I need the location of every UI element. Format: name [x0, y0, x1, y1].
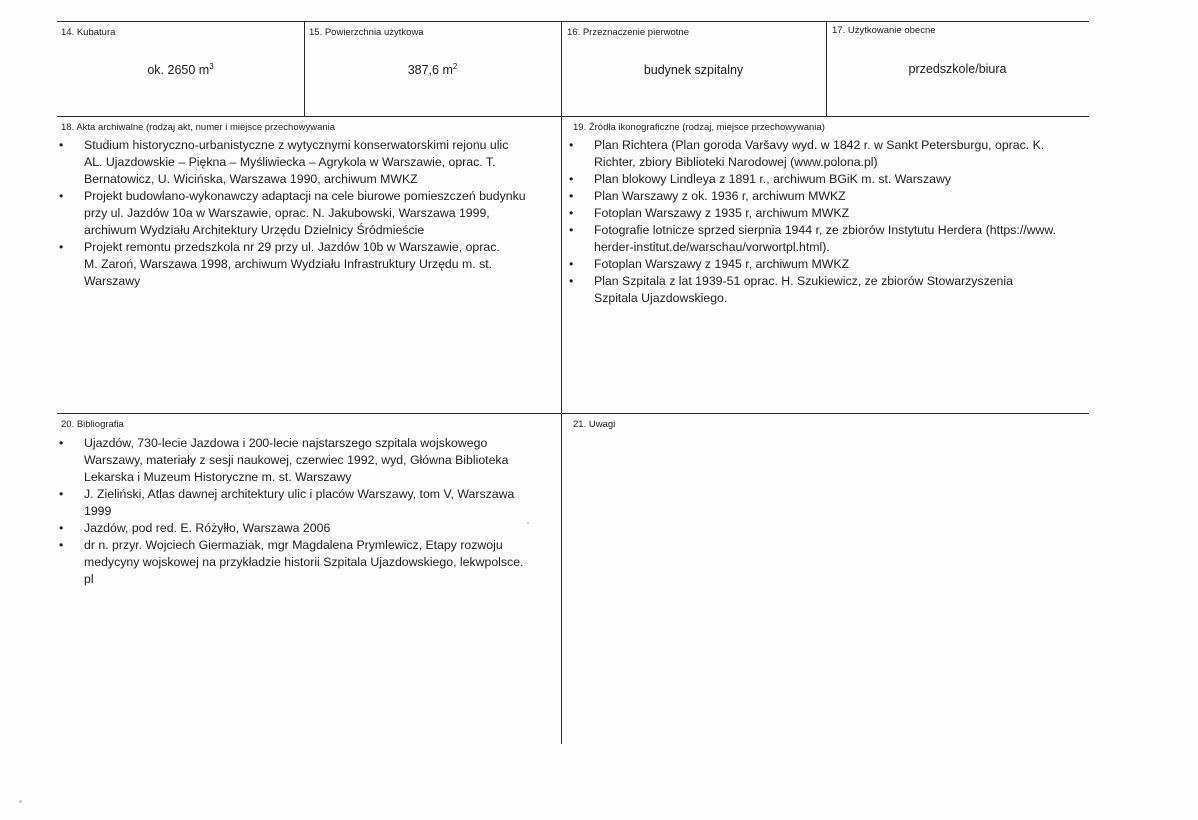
iconography-list-item: [567, 188, 1089, 205]
bibliography-list: [57, 435, 557, 588]
col-divider-center: [561, 21, 562, 744]
scan-speck: [19, 800, 22, 803]
row-divider-1: [57, 116, 1089, 117]
przeznaczenie-value: [561, 63, 826, 77]
przeznaczenie-caption: 16. Przeznaczenie pierwotne: [567, 27, 689, 38]
archives-item-line: AL. Ujazdowskie – Piękna – Myśliwiecka – Agrykola w Warszawie, oprac. T.: [84, 155, 496, 169]
iconography-list-item: [567, 256, 1089, 273]
powierzchnia-caption: 15. Powierzchnia użytkowa: [309, 27, 424, 38]
bullet-marker: •: [569, 206, 574, 220]
iconography-caption: 19. Źródła ikonograficzne (rodzaj, miejsce przechowywania): [573, 122, 825, 133]
archives-item-line: archiwum Wydziału Architektury Urzędu Dzielnicy Śródmieście: [84, 223, 425, 237]
przeznaczenie-value-text: budynek szpitalny: [643, 63, 744, 77]
bullet-marker: •: [569, 138, 574, 152]
archives-list-item: [57, 137, 557, 188]
archives-item-line: Projekt budowlano-wykonawczy adaptacji na cele biurowe pomieszczeń budynku: [84, 189, 526, 203]
iconography-item-line: Plan Richtera (Plan goroda Varšavy wyd. w 1842 r. w Sankt Petersburgu, oprac. K.: [594, 138, 1045, 152]
iconography-item-line: Plan Warszawy z ok. 1936 r, archiwum MWKZ: [594, 189, 846, 203]
iconography-item-line: Fotografie lotnicze sprzed sierpnia 1944 r, ze zbiorów Instytutu Herdera (https://www.: [594, 223, 1057, 237]
iconography-list-item: [567, 137, 1089, 171]
kubatura-caption: 14. Kubatura: [61, 27, 116, 38]
archives-item-line: Projekt remontu przedszkola nr 29 przy ul. Jazdów 10b w Warszawie, oprac.: [84, 240, 500, 254]
row-divider-2: [57, 413, 1089, 414]
bullet-marker: •: [59, 521, 64, 535]
bibliography-caption: 20. Bibliografia: [61, 419, 124, 430]
uzytkowanie-value-text: przedszkole/biura: [908, 62, 1007, 76]
iconography-item-line: Fotoplan Warszawy z 1945 r, archiwum MWKZ: [594, 257, 850, 271]
bibliography-item-line: Ujazdów, 730-lecie Jazdowa i 200-lecie najstarszego szpitala wojskowego: [84, 436, 488, 450]
bibliography-list-item: [57, 486, 557, 520]
bibliography-item-line: dr n. przyr. Wojciech Giermaziak, mgr Magdalena Prymlewicz, Etapy rozwoju: [84, 538, 503, 552]
iconography-item-line: Szpitala Ujazdowskiego.: [594, 291, 728, 305]
bullet-marker: •: [569, 223, 574, 237]
bullet-marker: •: [59, 538, 64, 552]
bullet-marker: •: [569, 274, 574, 288]
powierzchnia-value: [304, 63, 561, 77]
powierzchnia-value-text: 387,6 m: [407, 63, 453, 77]
uzytkowanie-value: [826, 62, 1089, 76]
iconography-item-line: Plan blokowy Lindleya z 1891 r., archiwum BGiK m. st. Warszawy: [594, 172, 951, 186]
iconography-item-line: herder-institut.de/warschau/vorwortpl.html).: [594, 240, 830, 254]
archives-item-line: Bernatowicz, U. Wicińska, Warszawa 1990, archiwum MWKZ: [84, 172, 418, 186]
archives-list: [57, 137, 557, 290]
iconography-list: [567, 137, 1089, 307]
bibliography-item-line: medycyny wojskowej na przykładzie historii Szpitala Ujazdowskiego, lekwpolsce.: [84, 555, 524, 569]
iconography-item-line: Fotoplan Warszawy z 1935 r, archiwum MWKZ: [594, 206, 850, 220]
remarks-caption: 21. Uwagi: [573, 419, 616, 430]
bullet-marker: •: [59, 487, 64, 501]
powierzchnia-unit-exponent: 2: [452, 62, 458, 71]
iconography-item-line: Richter, zbiory Biblioteki Narodowej (www.polona.pl): [594, 155, 878, 169]
bibliography-item-line: Jazdów, pod red. E. Różyłło, Warszawa 2006: [84, 521, 331, 535]
archives-caption: 18. Akta archiwalne (rodzaj akt, numer i miejsce przechowywania: [61, 122, 336, 133]
archives-item-line: Studium historyczno-urbanistyczne z wytycznymi konserwatorskimi rejonu ulic: [84, 138, 509, 152]
bibliography-item-line: 1999: [84, 504, 112, 518]
bullet-marker: •: [569, 172, 574, 186]
table-top-border: [57, 21, 1089, 22]
archives-list-item: [57, 188, 557, 239]
bibliography-item-line: J. Zieliński, Atlas dawnej architektury ulic i placów Warszawy, tom V, Warszawa: [84, 487, 515, 501]
bibliography-item-line: pl: [84, 572, 94, 586]
bullet-marker: •: [569, 257, 574, 271]
bullet-marker: •: [59, 436, 64, 450]
scan-speck: [527, 522, 529, 524]
archives-item-line: Warszawy: [84, 274, 141, 288]
bibliography-item-line: Warszawy, materiały z sesji naukowej, czerwiec 1992, wyd, Główna Biblioteka: [84, 453, 509, 467]
uzytkowanie-caption: 17. Użytkowanie obecne: [832, 25, 936, 36]
iconography-list-item: [567, 222, 1089, 256]
bullet-marker: •: [59, 240, 64, 254]
kubatura-value-text: ok. 2650 m: [147, 63, 210, 77]
bibliography-list-item: [57, 537, 557, 588]
bibliography-item-line: Lekarska i Muzeum Historyczne m. st. Warszawy: [84, 470, 352, 484]
archives-item-line: przy ul. Jazdów 10a w Warszawie, oprac. N. Jakubowski, Warszawa 1999,: [84, 206, 490, 220]
archives-item-line: M. Zaroń, Warszawa 1998, archiwum Wydziału Infrastruktury Urzędu m. st.: [84, 257, 493, 271]
bullet-marker: •: [59, 138, 64, 152]
iconography-list-item: [567, 171, 1089, 188]
iconography-list-item: [567, 205, 1089, 222]
kubatura-unit-exponent: 3: [209, 62, 214, 71]
iconography-list-item: [567, 273, 1089, 307]
bibliography-list-item: [57, 435, 557, 486]
iconography-item-line: Plan Szpitala z lat 1939-51 oprac. H. Szukiewicz, ze zbiorów Stowarzyszenia: [594, 274, 1013, 288]
archives-list-item: [57, 239, 557, 290]
bullet-marker: •: [569, 189, 574, 203]
bullet-marker: •: [59, 189, 64, 203]
bibliography-list-item: [57, 520, 557, 537]
kubatura-value: [57, 63, 304, 77]
